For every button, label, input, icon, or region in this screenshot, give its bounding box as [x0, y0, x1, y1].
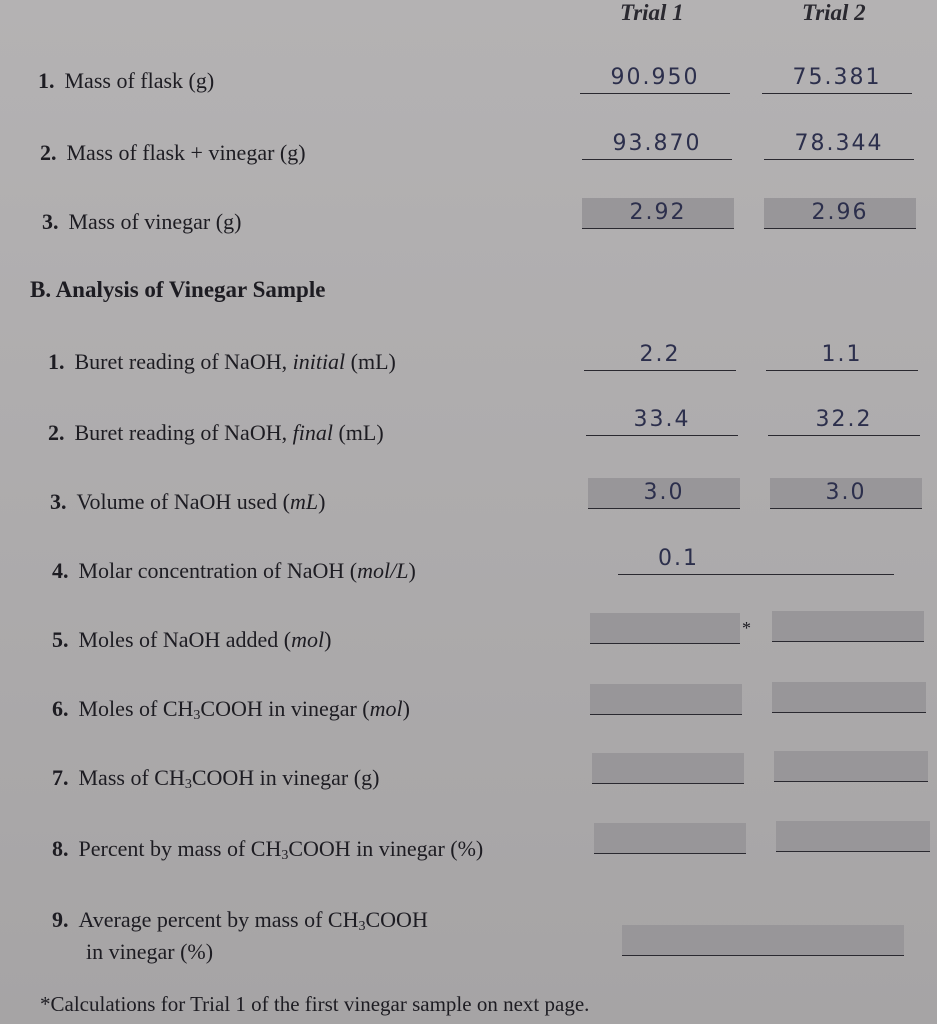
- row-b5-trial2-field[interactable]: [772, 611, 924, 642]
- row-b6-trial2-field[interactable]: [772, 682, 926, 713]
- row-b1-trial1-field[interactable]: 2.2: [584, 340, 736, 371]
- row-a3-trial1-field[interactable]: 2.92: [582, 198, 734, 229]
- row-b8-trial1-field[interactable]: [594, 823, 746, 854]
- footnote: *Calculations for Trial 1 of the first vinegar sample on next page.: [40, 992, 590, 1016]
- row-b7-trial1-field[interactable]: [592, 753, 744, 784]
- row-b4-value-field[interactable]: 0.1: [618, 544, 894, 575]
- row-b1-trial2-field[interactable]: 1.1: [766, 340, 918, 371]
- asterisk-mark: *: [742, 618, 751, 638]
- row-b7-trial2-field[interactable]: [774, 751, 928, 782]
- row-a2-trial1-field[interactable]: 93.870: [582, 129, 732, 160]
- row-a3-trial2-field[interactable]: 2.96: [764, 198, 916, 229]
- row-a3-label: 3. Mass of vinegar (g): [42, 209, 242, 234]
- row-b8-trial2-field[interactable]: [776, 821, 930, 852]
- row-b2-trial2-field[interactable]: 32.2: [768, 405, 920, 436]
- row-b3-trial1-field[interactable]: 3.0: [588, 478, 740, 509]
- row-b2-trial1-field[interactable]: 33.4: [586, 405, 738, 436]
- row-a1-label: 1. Mass of flask (g): [38, 68, 215, 93]
- row-b1-label: 1. Buret reading of NaOH, initial (mL): [48, 349, 396, 374]
- row-b8-label: 8. Percent by mass of $CH_3COOH$ in vinegar (%): [52, 836, 484, 863]
- row-a1-trial1-field[interactable]: 90.950: [580, 63, 730, 94]
- row-b2-label: 2. Buret reading of NaOH, final (mL): [48, 420, 384, 445]
- row-b4-label: 4. Molar concentration of NaOH (mol/L): [52, 558, 416, 583]
- row-b3-trial2-field[interactable]: 3.0: [770, 478, 922, 509]
- row-b9-average-field[interactable]: [622, 925, 904, 956]
- row-a1-trial2-field[interactable]: 75.381: [762, 63, 912, 94]
- row-b5-trial1-field[interactable]: [590, 613, 740, 644]
- row-b6-label: 6. Moles of $CH_3COOH$ in vinegar (mol): [52, 696, 410, 723]
- trial2-header: Trial 2: [802, 0, 866, 25]
- row-b6-trial1-field[interactable]: [590, 684, 742, 715]
- row-a2-label: 2. Mass of flask + vinegar (g): [40, 140, 306, 165]
- row-b3-label: 3. Volume of NaOH used (mL): [50, 489, 326, 514]
- trial1-header: Trial 1: [620, 0, 684, 25]
- row-b5-label: 5. Moles of NaOH added (mol): [52, 627, 332, 652]
- row-a2-trial2-field[interactable]: 78.344: [764, 129, 914, 160]
- row-b7-label: 7. Mass of $CH_3COOH$ in vinegar (g): [52, 765, 380, 792]
- row-b9-label: 9. Average percent by mass of $CH_3COOH$ in vinegar (%): [52, 907, 428, 964]
- section-b-title: B. Analysis of Vinegar Sample: [30, 277, 326, 302]
